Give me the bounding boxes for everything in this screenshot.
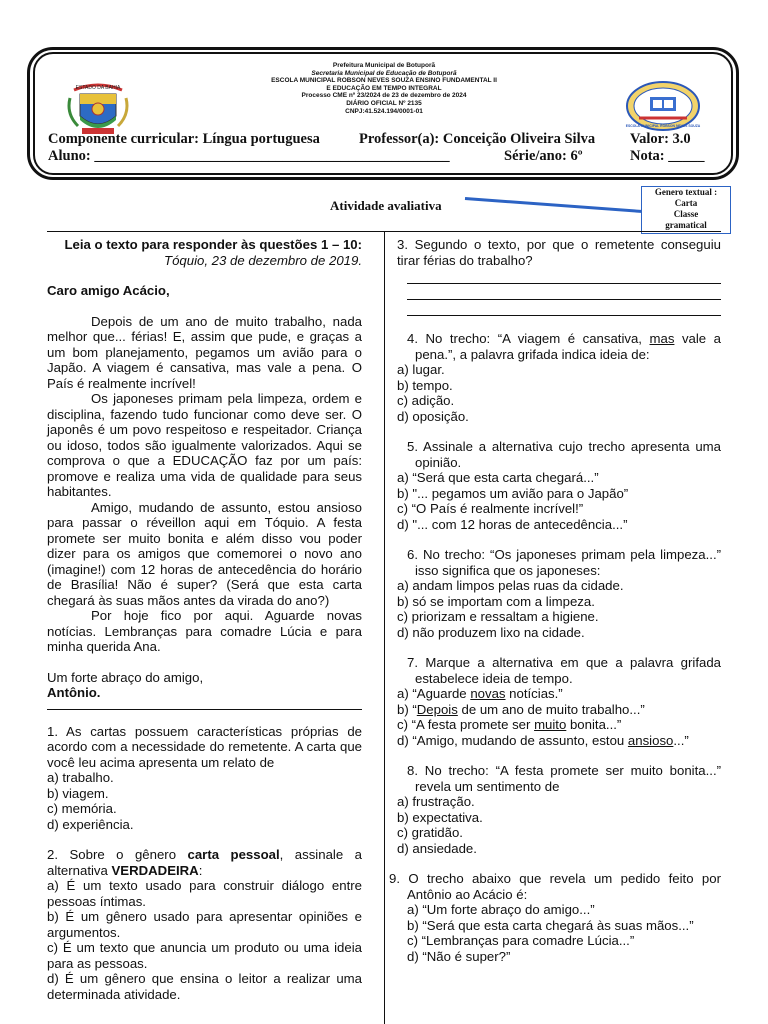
question-7-option-b[interactable]: b) “Depois de um ano de muito trabalho...” bbox=[397, 701, 645, 717]
letter-paragraph-3: Amigo, mudando de assunto, estou ansioso para passar o réveillon aqui em Tóquio. A festa promete ser muito bonita e além disso vou poder dizer para os amigos que comemorei o novo ano (imagine!) com 12 horas de antecedência do horário de Brasília! Não é super? (Será que esta carta chegará às suas mãos antes da virada do ano?) bbox=[47, 499, 362, 608]
question-6-option-b[interactable]: b) só se importam com a limpeza. bbox=[397, 593, 595, 609]
header-line-processo: Processo CME nº 23/2024 de 23 de dezembro de 2024 bbox=[301, 92, 467, 100]
curricular-component: Componente curricular: Língua portuguesa bbox=[48, 131, 320, 147]
letter-paragraph-1: Depois de um ano de muito trabalho, nada melhor que... férias! E, assim que pude, e graças a um bom planejamento, pegamos um avião para o Japão. A viagem é cansativa, mas vale a pena. O País é realmente incrível! bbox=[47, 313, 362, 391]
question-1-stem: 1. As cartas possuem características próprias de acordo com a necessidade do remetente. A carta que você leu acima apresenta um relato de bbox=[47, 723, 362, 770]
question-7-option-a[interactable]: a) “Aguarde novas notícias.” bbox=[397, 686, 563, 701]
genre-tag-box bbox=[641, 186, 731, 234]
question-8-option-b[interactable]: b) expectativa. bbox=[397, 809, 483, 825]
grade-field[interactable]: Nota: _____ bbox=[630, 148, 705, 164]
question-1 bbox=[47, 724, 362, 833]
reading-instruction: Leia o texto para responder às questões 1 – 10: bbox=[64, 237, 362, 252]
letter-divider bbox=[47, 709, 362, 710]
question-3 bbox=[397, 237, 721, 316]
header-line-tempo-integral: E EDUCAÇÃO EM TEMPO INTEGRAL bbox=[326, 84, 442, 92]
answer-line-1[interactable] bbox=[407, 268, 721, 284]
score-value: Valor: 3.0 bbox=[630, 131, 691, 147]
teacher-name: Professor(a): Conceição Oliveira Silva bbox=[359, 131, 596, 147]
student-name-field[interactable]: Aluno: _________________________________________________ bbox=[48, 148, 450, 164]
letter-greeting: Caro amigo Acácio, bbox=[47, 283, 170, 298]
municipal-crest-logo bbox=[66, 80, 130, 138]
question-4-option-a[interactable]: a) lugar. bbox=[397, 362, 445, 377]
question-8-stem: 8. No trecho: “A festa promete ser muito bonita...” revela um sentimento de bbox=[407, 763, 721, 794]
question-9-option-c[interactable]: c) “Lembranças para comadre Lúcia...” bbox=[407, 933, 635, 948]
genre-tag-label: Genero textual : bbox=[654, 187, 718, 197]
question-8-option-d[interactable]: d) ansiedade. bbox=[397, 840, 477, 856]
question-6 bbox=[397, 547, 721, 640]
activity-title: Atividade avaliativa bbox=[330, 198, 442, 213]
left-column bbox=[47, 237, 362, 1002]
question-8 bbox=[397, 763, 721, 856]
question-4-stem: 4. No trecho: “A viagem é cansativa, mas vale a pena.”, a palavra grifada indica ideia de: bbox=[407, 331, 721, 362]
header-line-prefeitura: Prefeitura Municipal de Botuporã bbox=[332, 62, 436, 69]
question-8-option-c[interactable]: c) gratidão. bbox=[397, 825, 463, 840]
genre-tag-carta: Carta bbox=[674, 198, 698, 208]
question-5-option-d[interactable]: d) "... com 12 horas de antecedência...” bbox=[397, 516, 628, 532]
column-separator bbox=[384, 232, 385, 1024]
question-2-option-b[interactable]: b) É um gênero usado para apresentar opiniões e argumentos. bbox=[47, 909, 362, 940]
letter-paragraph-4: Por hoje fico por aqui. Aguarde novas notícias. Lembranças para comadre Lúcia e para minha querida Ana. bbox=[47, 608, 362, 654]
question-1-option-c[interactable]: c) memória. bbox=[47, 801, 117, 816]
tag-connector-line bbox=[465, 197, 643, 213]
question-7-option-d[interactable]: d) “Amigo, mudando de assunto, estou ansioso...” bbox=[397, 732, 689, 748]
question-5 bbox=[397, 439, 721, 532]
school-badge-logo bbox=[625, 80, 701, 132]
question-9 bbox=[389, 871, 721, 964]
question-5-stem: 5. Assinale a alternativa cujo trecho apresenta uma opinião. bbox=[407, 439, 721, 470]
crest-label: ESTADO DA BAHIA bbox=[75, 85, 121, 91]
question-4 bbox=[397, 331, 721, 424]
answer-line-3[interactable] bbox=[407, 300, 721, 316]
question-5-option-c[interactable]: c) “O País é realmente incrível!” bbox=[397, 501, 584, 516]
header-line-diario: DIÁRIO OFICIAL Nº 2135 bbox=[346, 99, 422, 107]
question-9-option-a[interactable]: a) “Um forte abraço do amigo...” bbox=[407, 902, 595, 917]
question-2 bbox=[47, 847, 362, 1002]
question-9-stem: 9. O trecho abaixo que revela um pedido feito por Antônio ao Acácio é: bbox=[389, 871, 721, 902]
question-2-stem: 2. Sobre o gênero carta pessoal, assinale a alternativa VERDADEIRA: bbox=[47, 847, 362, 878]
question-9-option-b[interactable]: b) “Será que esta carta chegará às suas mãos...” bbox=[407, 917, 694, 933]
question-6-option-d[interactable]: d) não produzem lixo na cidade. bbox=[397, 624, 585, 640]
letter-signature: Antônio. bbox=[47, 685, 101, 700]
question-4-option-c[interactable]: c) adição. bbox=[397, 393, 455, 408]
question-6-option-a[interactable]: a) andam limpos pelas ruas da cidade. bbox=[397, 578, 624, 593]
question-6-stem: 6. No trecho: “Os japoneses primam pela limpeza...” isso significa que os japoneses: bbox=[407, 547, 721, 578]
letter-place-date: Tóquio, 23 de dezembro de 2019. bbox=[164, 252, 362, 268]
question-1-option-d[interactable]: d) experiência. bbox=[47, 816, 134, 832]
question-2-option-d[interactable]: d) É um gênero que ensina o leitor a realizar uma determinada atividade. bbox=[47, 971, 362, 1002]
question-2-option-c[interactable]: c) É um texto que anuncia um produto ou uma ideia para as pessoas. bbox=[47, 940, 362, 971]
question-7-stem: 7. Marque a alternativa em que a palavra grifada estabelece ideia de tempo. bbox=[407, 655, 721, 686]
question-2-option-a[interactable]: a) É um texto usado para construir diálogo entre pessoas íntimas. bbox=[47, 878, 362, 909]
question-9-option-d[interactable]: d) “Não é super?” bbox=[407, 948, 511, 964]
header-line-secretaria: Secretaria Municipal de Educação de Botuporã bbox=[311, 69, 457, 77]
question-1-option-b[interactable]: b) viagem. bbox=[47, 785, 109, 801]
right-column bbox=[389, 237, 721, 964]
question-6-option-c[interactable]: c) priorizam e ressaltam a higiene. bbox=[397, 609, 599, 624]
question-5-option-b[interactable]: b) "... pegamos um avião para o Japão” bbox=[397, 485, 629, 501]
letter-paragraph-2: Os japoneses primam pela limpeza, ordem e disciplina, fazendo tudo funcionar como deve ser. O japonês é um povo respeitoso e respeitador. Criança ou idoso, todos são igualmente valorizados. Aqui se comprova o que a EDUCAÇÃO faz por um país: promove e realiza uma vida de qualidade para seus habitantes. bbox=[47, 391, 362, 499]
question-8-option-a[interactable]: a) frustração. bbox=[397, 794, 475, 809]
question-4-option-d[interactable]: d) oposição. bbox=[397, 408, 469, 424]
header-line-cnpj: CNPJ:41.524.194/0001-01 bbox=[345, 107, 423, 115]
question-7-option-c[interactable]: c) “A festa promete ser muito bonita...” bbox=[397, 717, 622, 732]
question-3-stem: 3. Segundo o texto, por que o remetente conseguiu tirar férias do trabalho? bbox=[397, 237, 721, 268]
badge-label: ESCOLA MUNICIPAL ROBSON NEVES SOUZA bbox=[625, 124, 701, 128]
grade-year: Série/ano: 6º bbox=[504, 148, 583, 164]
question-7 bbox=[397, 655, 721, 748]
question-4-option-b[interactable]: b) tempo. bbox=[397, 377, 453, 393]
question-5-option-a[interactable]: a) “Será que esta carta chegará...” bbox=[397, 470, 599, 485]
letter-closing: Um forte abraço do amigo, bbox=[47, 669, 204, 685]
answer-line-2[interactable] bbox=[407, 284, 721, 300]
genre-tag-classe: Classe bbox=[673, 209, 699, 219]
header-line-escola: ESCOLA MUNICIPAL ROBSON NEVES SOUZA ENSINO FUNDAMENTAL II bbox=[271, 77, 497, 85]
genre-tag-gramatical: gramatical bbox=[665, 220, 707, 230]
question-1-option-a[interactable]: a) trabalho. bbox=[47, 770, 114, 785]
